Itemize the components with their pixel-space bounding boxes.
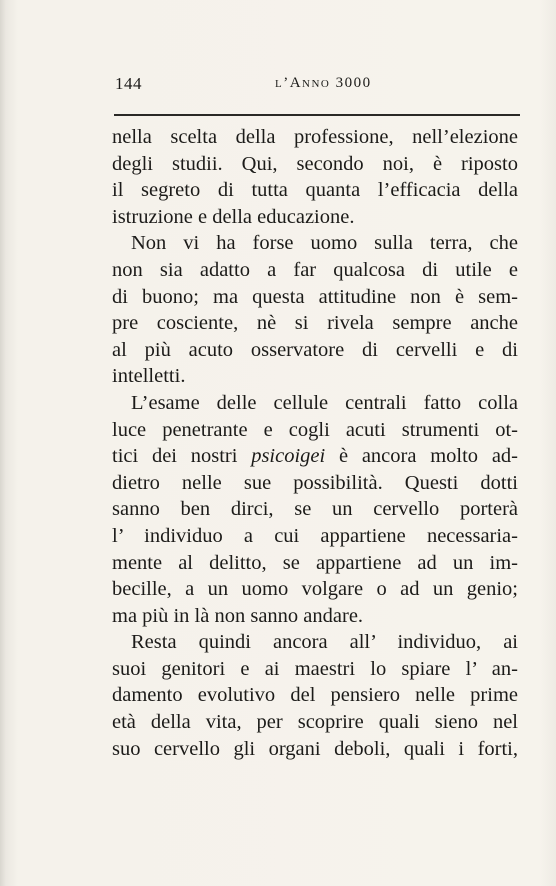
- text-line: il segreto di tutta quanta l’efficacia della: [112, 179, 518, 202]
- text-line: Resta quindi ancora all’ individuo, ai: [131, 631, 518, 654]
- text-segment: è ancora molto ad-: [325, 445, 518, 468]
- text-line: becille, a un uomo volgare o ad un genio;: [112, 578, 518, 601]
- page-header: [115, 74, 515, 96]
- text-line: l’ individuo a cui appartiene necessaria-: [112, 524, 518, 547]
- text-line: damento evolutivo del pensiero nelle prime: [112, 684, 518, 707]
- page-number: 144: [115, 74, 142, 93]
- body-text: [112, 124, 518, 762]
- running-title: l’Anno 3000: [275, 75, 372, 91]
- text-segment: tici dei nostri: [112, 445, 252, 468]
- text-line: degli studii. Qui, secondo noi, è riposto: [112, 152, 518, 175]
- text-line: istruzione e della educazione.: [112, 205, 355, 228]
- text-line: luce penetrante e cogli acuti strumenti ot-: [112, 418, 518, 441]
- text-line: non sia adatto a far qualcosa di utile e: [112, 258, 518, 281]
- text-line-with-italic: [112, 443, 518, 470]
- text-line: intelletti.: [112, 365, 186, 388]
- text-line: di buono; ma questa attitudine non è sem-: [112, 285, 518, 308]
- text-line: suo cervello gli organi deboli, quali i forti,: [112, 737, 518, 760]
- text-line: L’esame delle cellule centrali fatto colla: [131, 391, 518, 414]
- text-line: sanno ben dirci, se un cervello porterà: [112, 498, 518, 521]
- text-line: pre cosciente, nè si rivela sempre anche: [112, 312, 518, 335]
- text-line: mente al delitto, se appartiene ad un im-: [112, 551, 518, 574]
- text-line: suoi genitori e ai maestri lo spiare l’ an-: [112, 657, 518, 680]
- text-line: Non vi ha forse uomo sulla terra, che: [131, 232, 518, 255]
- text-line: ma più in là non sanno andare.: [112, 604, 364, 627]
- text-line: al più acuto osservatore di cervelli e di: [112, 338, 518, 361]
- text-line: nella scelta della professione, nell’elezione: [112, 126, 518, 148]
- italic-term: psicoigei: [251, 445, 326, 468]
- header-rule: [114, 114, 520, 116]
- text-line: età della vita, per scoprire quali sieno nel: [112, 711, 518, 734]
- text-line: dietro nelle sue possibilità. Questi dotti: [112, 471, 518, 494]
